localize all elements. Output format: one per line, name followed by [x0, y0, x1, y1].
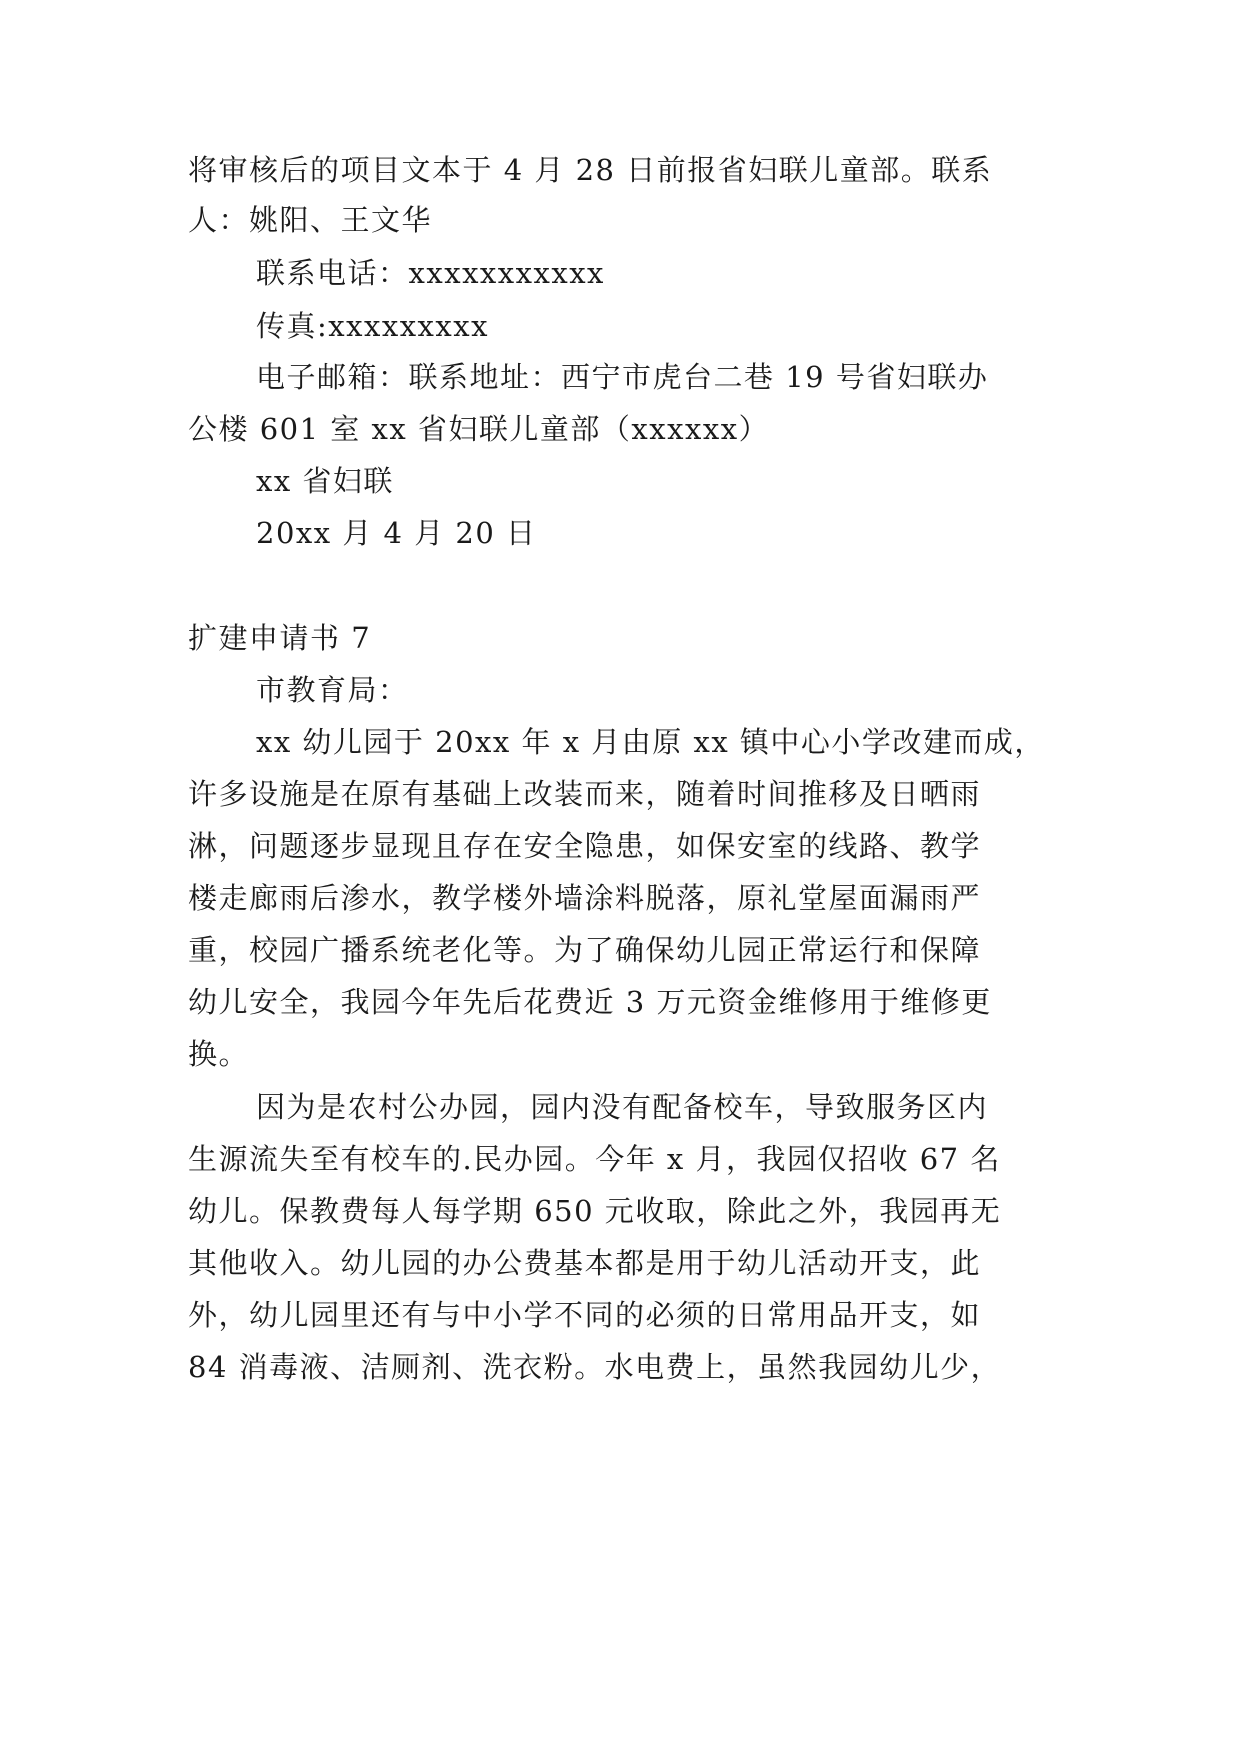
text-line: 人：姚阳、王文华 — [188, 203, 433, 237]
paragraph-line: xx 幼儿园于 20xx 年 x 月由原 xx 镇中心小学改建而成， — [256, 725, 1045, 759]
paragraph-line: 幼儿。保教费每人每学期 650 元收取，除此之外，我园再无 — [188, 1194, 1002, 1228]
salutation: 市教育局： — [256, 673, 409, 707]
paragraph-line: 外，幼儿园里还有与中小学不同的必须的日常用品开支，如 — [188, 1298, 982, 1332]
paragraph-line: 生源流失至有校车的.民办园。今年 x 月，我园仅招收 67 名 — [188, 1142, 1001, 1176]
paragraph-line: 楼走廊雨后渗水，教学楼外墙涂料脱落，原礼堂屋面漏雨严 — [188, 881, 982, 915]
fax-line: 传真:xxxxxxxxx — [256, 309, 489, 343]
text-line: 公楼 601 室 xx 省妇联儿童部（xxxxxx） — [188, 412, 770, 446]
paragraph-line: 幼儿安全，我园今年先后花费近 3 万元资金维修用于维修更 — [188, 985, 992, 1019]
paragraph-line: 84 消毒液、洁厕剂、洗衣粉。水电费上，虽然我园幼儿少， — [188, 1350, 1002, 1384]
paragraph-line: 其他收入。幼儿园的办公费基本都是用于幼儿活动开支，此 — [188, 1246, 982, 1280]
text-line: 将审核后的项目文本于 4 月 28 日前报省妇联儿童部。联系 — [188, 153, 993, 187]
section-title: 扩建申请书 7 — [188, 621, 372, 655]
signature-org: xx 省妇联 — [256, 464, 394, 498]
paragraph-line: 换。 — [188, 1037, 250, 1071]
signature-date: 20xx 月 4 月 20 日 — [256, 516, 537, 550]
paragraph-line: 因为是农村公办园，园内没有配备校车，导致服务区内 — [256, 1090, 989, 1124]
paragraph-line: 许多设施是在原有基础上改装而来，随着时间推移及日晒雨 — [188, 777, 982, 811]
email-address-line: 电子邮箱：联系地址：西宁市虎台二巷 19 号省妇联办 — [256, 360, 989, 394]
paragraph-line: 淋，问题逐步显现且存在安全隐患，如保安室的线路、教学 — [188, 829, 982, 863]
paragraph-line: 重，校园广播系统老化等。为了确保幼儿园正常运行和保障 — [188, 933, 982, 967]
contact-phone-line: 联系电话：xxxxxxxxxxx — [256, 256, 605, 290]
